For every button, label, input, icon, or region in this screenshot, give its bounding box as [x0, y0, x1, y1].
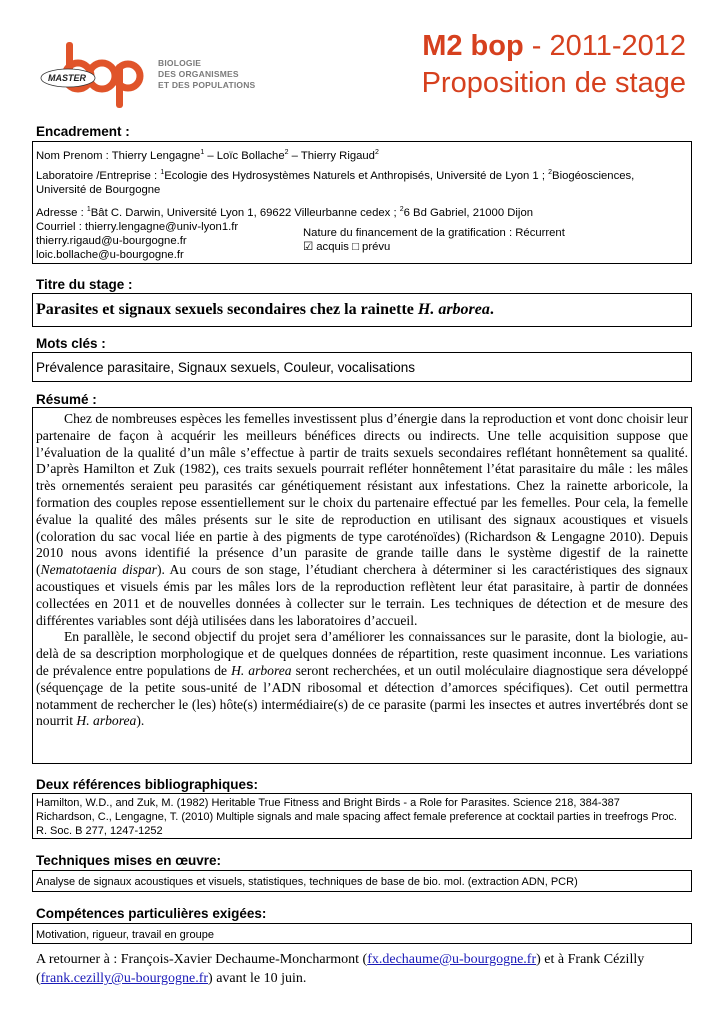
name-prefix: Nom Prenom : Thierry Lengagne [36, 150, 201, 162]
competences-heading: Compétences particulières exigées: [36, 906, 267, 921]
return-instructions [36, 950, 686, 988]
lab-prefix: Laboratoire /Entreprise : [36, 170, 161, 182]
footer-text-2: ) et à Frank Cézilly ( [36, 952, 645, 986]
sup: 1 [200, 149, 205, 157]
sup: 2 [374, 149, 379, 157]
page-subtitle: Proposition de stage [421, 67, 686, 99]
techniques-box [32, 870, 692, 892]
techniques-heading: Techniques mises en œuvre: [36, 853, 222, 868]
addr-prefix: Adresse : [36, 207, 87, 219]
keywords: Prévalence parasitaire, Signaux sexuels, Couleur, vocalisations [36, 360, 415, 375]
resume-paragraph-1 [36, 411, 688, 629]
encadrement-heading: Encadrement : [36, 124, 130, 139]
lab-part2: Biogéosciences, Université de Bourgogne [36, 170, 635, 196]
title-end: . [489, 301, 494, 318]
funding-line: Nature du financement de la gratification : Récurrent [303, 227, 565, 239]
title-bold: M2 bop [422, 30, 524, 62]
email-link-dechaume[interactable]: fx.dechaume@u-bourgogne.fr [367, 952, 537, 967]
footer-text-3: ) avant le 10 juin. [208, 971, 307, 986]
sup: 1 [86, 206, 91, 214]
sup: 2 [548, 169, 553, 177]
logo-word: MASTER [48, 73, 86, 83]
title-main: Parasites et signaux sexuels secondaires chez la rainette [36, 301, 418, 318]
p2-text-a: En parallèle, le second objectif du projet sera d’améliorer les connaissances sur le parasite, dont la biologie, au-delà de sa description morphologique et de quelques données de répartition, reste quasiment inconnue. Les variations de prévalence entre populations de [36, 629, 688, 678]
logo-line-3: ET DES POPULATIONS [158, 80, 256, 90]
name-mid: – Loïc Bollache [204, 150, 285, 162]
logo-line-1: BIOLOGIE [158, 58, 202, 68]
master-bop-logo [40, 38, 270, 110]
footer-text-1: A retourner à : François-Xavier Dechaume-Moncharmont ( [36, 952, 368, 967]
reference-1: Hamilton, W.D., and Zuk, M. (1982) Heritable True Fitness and Bright Birds - a Role for Parasites. Science 218, 384-387 [36, 797, 620, 809]
sup: 2 [284, 149, 289, 157]
resume-box [32, 407, 692, 764]
p1-text-a: Chez de nombreuses espèces les femelles investissent plus d’énergie dans la reproduction et vont donc choisir leur partenaire de façon à acquérir les meilleurs bénéfices directs ou indirects. Une telle acquisition suppose que l’évaluation de la qualité d’un mâle s’effectue à partir de traits sexuels secondaires reflétant honnêtement sa qualité. D’après Hamilton et Zuk (1982), ces traits sexuels pourrait refléter honnêtement l’état parasitaire du mâle : les mâles très ornementés seraient peu parasités car génétiquement résistant aux infestations. Chez la rainette arboricole, la formation des couples repose essentiellement sur le choix du partenaire effectué par les femelles. Pour cela, la femelle évalue la qualité des mâles présents sur le site de reproduction en utilisant des signaux acoustiques et visuels (coloration du sac vocal liée en partie à des pigments de type caroténoïdes) (Richardson & Lengagne 2010). Depuis 2010 nous avons identifié la présence d’un parasite de grande taille dans le système digestif de la rainette ( [36, 411, 688, 578]
titre-heading: Titre du stage : [36, 277, 133, 292]
email-2: thierry.rigaud@u-bourgogne.fr [36, 235, 187, 247]
logo-line-2: DES ORGANISMES [158, 69, 239, 79]
internship-title [36, 301, 494, 319]
titre-box [32, 293, 692, 327]
prevu-checkbox: □ [352, 241, 359, 253]
name-end: – Thierry Rigaud [288, 150, 375, 162]
lab-part1: Ecologie des Hydrosystèmes Naturels et Anthropisés, Université de Lyon 1 ; [164, 170, 549, 182]
encadrement-box [32, 141, 692, 264]
page-title [422, 30, 686, 63]
acquis-label: acquis [313, 241, 353, 253]
email-3: loic.bollache@u-bourgogne.fr [36, 249, 184, 261]
reference-2: Richardson, C., Lengagne, T. (2010) Multiple signals and male spacing affect female preference at cocktail parties in treefrogs Proc. R. Soc. B 277, 1247-1252 [36, 811, 677, 837]
reference-list [36, 796, 688, 838]
resume-paragraph-2 [36, 629, 688, 730]
address-line [36, 206, 533, 220]
p1-text-b: ). Au cours de son stage, l’étudiant cherchera à déterminer si les caractéristiques des signaux acoustiques et visuels émis par les mâles lors de la reproduction reflètent leur état parasitaire, à partir de données collectées en 2011 et de nouvelles données à collecter sur le terrain. Les techniques de détection et de mesure des différentes variables sont déjà utilisées dans les laboratoires d’accueil. [36, 562, 688, 628]
resume-heading: Résumé : [36, 392, 97, 407]
mots-cles-heading: Mots clés : [36, 336, 106, 351]
techniques-text: Analyse de signaux acoustiques et visuels, statistiques, techniques de base de bio. mol. (extraction ADN, PCR) [36, 876, 578, 888]
competences-box [32, 923, 692, 944]
p2-text-b: seront recherchées, et un outil moléculaire diagnostique sera développé (séquençage de la petite sous-unité de l’ADN ribosomal et détection d’amorces spécifiques). Cet outil permettra notamment de rechercher le (les) hôte(s) intermédiaire(s) de ce parasite (parmi les insectes et autres invertébrés dont se nourrit [36, 662, 688, 729]
references-heading: Deux références bibliographiques: [36, 777, 259, 792]
acquis-checkbox: ☑ [303, 241, 314, 253]
addr-part1: Bât C. Darwin, Université Lyon 1, 69622 Villeurbanne cedex ; [90, 207, 400, 219]
laboratory-line [36, 169, 686, 197]
sup: 2 [399, 206, 404, 214]
email-link-cezilly[interactable]: frank.cezilly@u-bourgogne.fr [40, 971, 209, 986]
funding-status [303, 240, 390, 254]
supervisors-line [36, 149, 379, 163]
resume-body [36, 411, 688, 730]
competences-text: Motivation, rigueur, travail en groupe [36, 929, 214, 941]
p1-species: Nematotaenia dispar [40, 562, 157, 578]
prevu-label: prévu [358, 241, 391, 253]
email-1: Courriel : thierry.lengagne@univ-lyon1.fr [36, 221, 239, 233]
title-species: H. arborea [417, 301, 490, 318]
p2-species-1: H. arborea [231, 662, 292, 678]
addr-part2: 6 Bd Gabriel, 21000 Dijon [403, 207, 534, 219]
title-years: - 2011-2012 [523, 30, 686, 62]
references-box [32, 793, 692, 839]
p2-text-c: ). [136, 713, 145, 729]
mots-cles-box [32, 352, 692, 382]
sup: 1 [160, 169, 165, 177]
p2-species-2: H. arborea [76, 713, 137, 729]
